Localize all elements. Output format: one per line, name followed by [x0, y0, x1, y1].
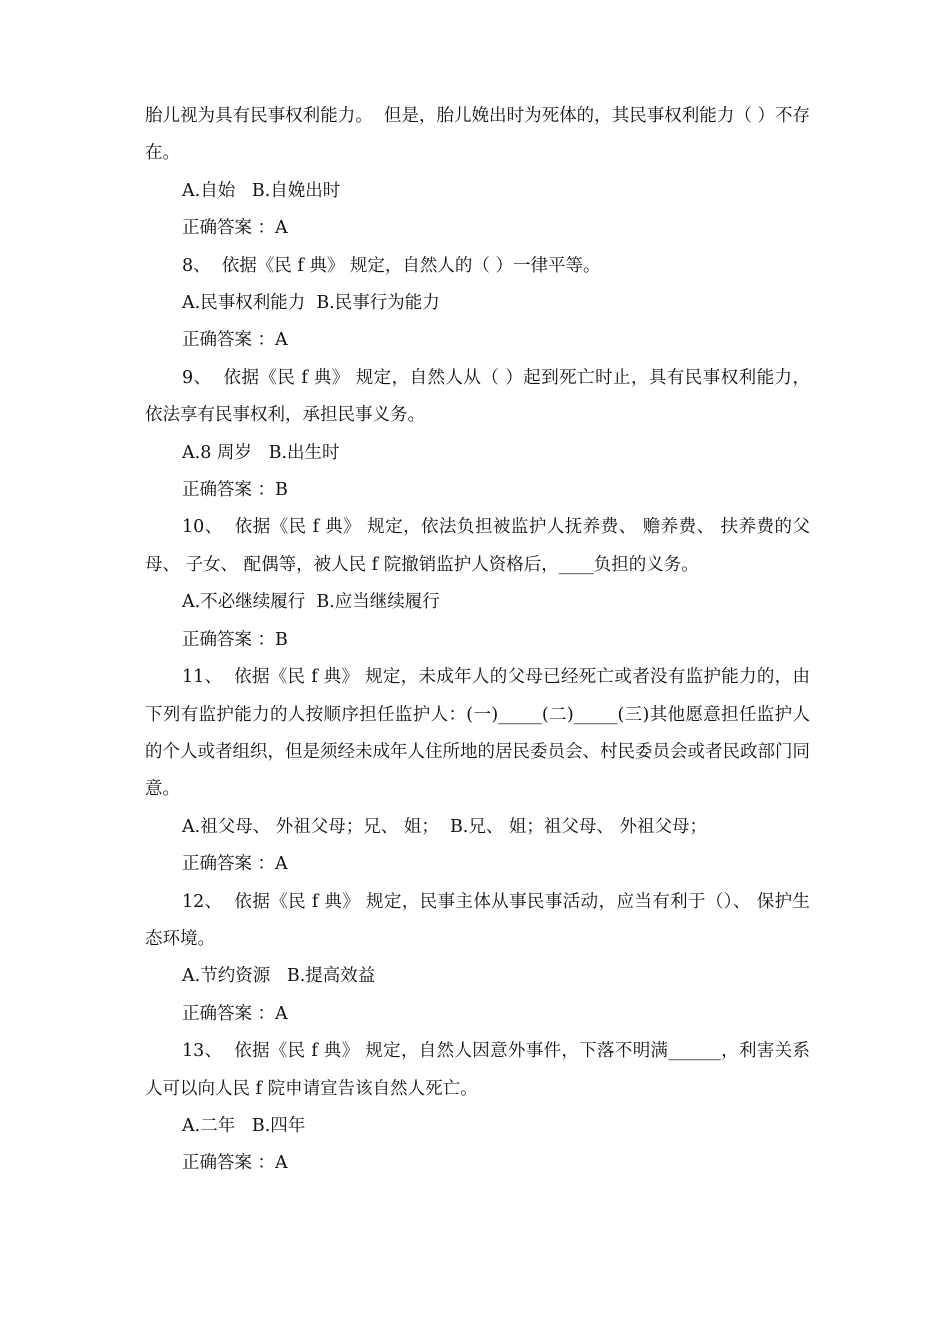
question-7-options: A.自始 B.自娩出时	[182, 180, 341, 201]
question-8-answer: 正确答案 ：A	[182, 330, 288, 351]
question-13-answer: 正确答案 ：A	[182, 1153, 288, 1174]
question-8-options: A.民事权利能力 B.民事行为能力	[182, 293, 440, 314]
question-12-options: A.节约资源 B.提高效益	[182, 966, 376, 987]
question-11-options: A.祖父母、 外祖父母；兄、 姐； B.兄、 姐；祖父母、 外祖父母；	[182, 816, 707, 837]
question-8-text: 8、 依据《民 f 典》 规定，自然人的（ ）一律平等。	[182, 255, 601, 276]
question-11-answer: 正确答案 ：A	[182, 854, 288, 875]
question-7-continuation: 胎儿视为具有民事权利能力。 但是，胎儿娩出时为死体的，其民事权利能力（ ）不存在。	[145, 106, 810, 164]
question-12-answer: 正确答案 ：A	[182, 1003, 288, 1024]
question-9-options: A.8 周岁 B.出生时	[182, 442, 340, 463]
question-10-options: A.不必继续履行 B.应当继续履行	[182, 592, 440, 613]
question-9-text: 9、 依据《民 f 典》 规定，自然人从（ ）起到死亡时止，具有民事权利能力，依法享有民事权利，承担民事义务。	[145, 367, 810, 426]
question-9-answer: 正确答案 ：B	[182, 480, 288, 501]
question-11-text: 11、 依据《民 f 典》 规定，未成年人的父母已经死亡或者没有监护能力的，由下列有监护能力的人按顺序担任监护人：(一)_____(二)_____(三)其他愿意担任监护人的个人或者组织，但是须经未成年人住所地的居民委员会、村民委员会或者民政部门同意。	[145, 667, 810, 800]
question-7-answer: 正确答案 ：A	[182, 218, 288, 239]
document-page	[145, 98, 810, 1183]
question-13-options: A.二年 B.四年	[182, 1115, 306, 1136]
question-12-text: 12、 依据《民 f 典》 规定，民事主体从事民事活动，应当有利于（）、 保护生态环境。	[145, 891, 810, 949]
question-10-answer: 正确答案 ：B	[182, 629, 288, 650]
question-10-text: 10、 依据《民 f 典》 规定，依法负担被监护人抚养费、 赡养费、 扶养费的父母、 子女、 配偶等，被人民 f 院撤销监护人资格后，____负担的义务。	[145, 517, 810, 575]
question-13-text: 13、 依据《民 f 典》 规定，自然人因意外事件，下落不明满______，利害关系人可以向人民 f 院申请宣告该自然人死亡。	[145, 1041, 810, 1099]
